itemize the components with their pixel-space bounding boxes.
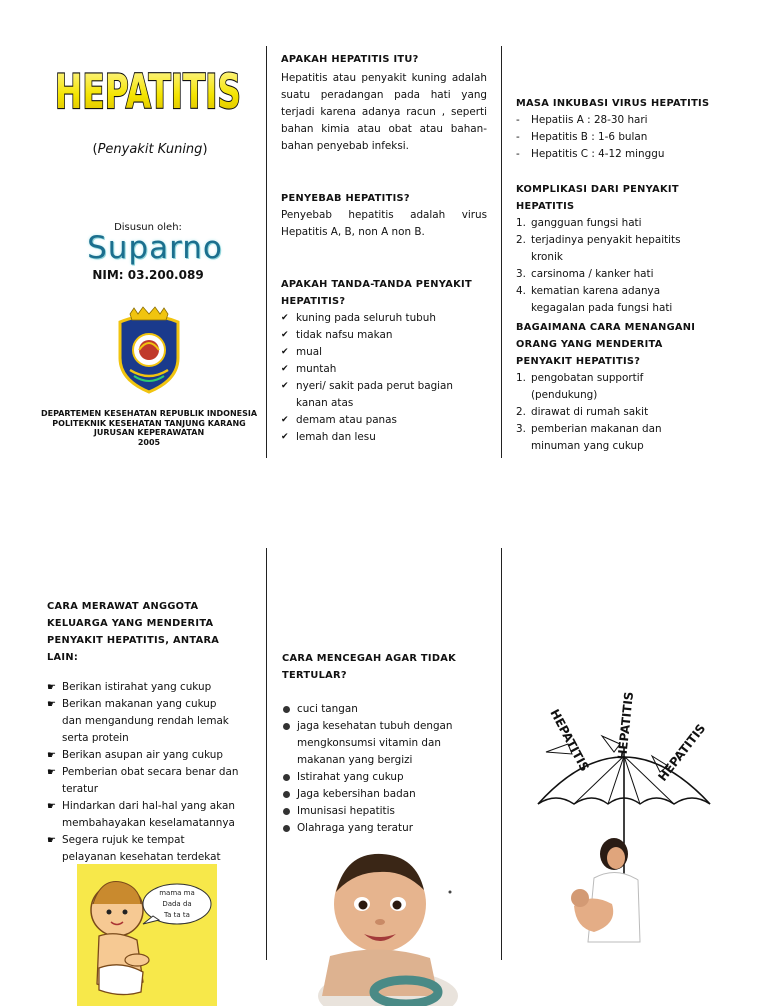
fold-line [266,46,267,458]
list-item: - Hepatitis B : 1-6 bulan [516,129,712,146]
complications-section [516,181,712,317]
list-item: ☛ Hindarkan dari hal-hal yang akan membahayakan keselamatannya [47,800,235,829]
treatment-list [516,370,712,455]
incubation-list [516,112,712,163]
list-item: ✔ nyeri/ sakit pada perut bagian kanan atas [281,380,454,409]
publication-year: 2005 [137,437,161,447]
institution-emblem [112,306,186,394]
section-heading: PENYEBAB HEPATITIS? [281,193,410,204]
svg-text:HEPATITIS: HEPATITIS [615,690,637,761]
pointing-hand-icon: ☛ [47,835,56,846]
pointing-hand-icon: ☛ [47,750,56,761]
list-item: - Hepatitis C : 4-12 minggu [516,146,712,163]
fold-line [501,548,502,960]
list-item: ☛ Segera rujuk ke tempat pelayanan kesehatan terdekat [47,834,221,863]
dash-marker: - [516,148,520,160]
umbrella-protection-illustration [528,692,718,950]
dash-marker: - [516,131,520,143]
department-line-1: DEPARTEMEN KESEHATAN REPUBLIK INDONESIA [40,409,258,418]
hepatitis-label [615,691,636,760]
list-item: ✔ mual [281,344,487,361]
author-name: Suparno [87,230,223,266]
section-heading: MASA INKUBASI VIRUS HEPATITIS [516,98,710,109]
list-item: jaga kesehatan tubuh dengan mengkonsumsi vitamin dan makanan yang bergizi [297,720,453,766]
cover-title-logo [52,50,244,120]
cover-title: HEPATITIS [55,65,241,120]
checkmark-icon: ✔ [281,381,289,391]
hepatitis-label [655,721,708,783]
checkmark-icon: ✔ [281,330,289,340]
list-item: Olahraga yang teratur [297,822,413,834]
signs-section [281,276,487,446]
department-block [40,409,258,447]
list-item: 2. dirawat di rumah sakit [516,406,649,418]
list-item: ☛ Berikan asupan air yang cukup [47,747,239,764]
family-care-section [47,598,239,866]
list-item: 3. carsinoma / kanker hati [516,268,654,280]
list-item: 1. gangguan fungsi hati [516,217,642,229]
svg-text:HEPATITIS: HEPATITIS [547,706,592,774]
incubation-section [516,95,712,163]
list-item: ☛ Berikan makanan yang cukup dan mengandung rendah lemak serta protein [47,698,229,744]
list-item: Imunisasi hepatitis [297,805,395,817]
speech-bubble-line: Ta ta ta [164,911,190,919]
section-heading: APAKAH HEPATITIS ITU? [281,54,419,65]
signs-list [281,310,487,446]
list-item: ✔ demam atau panas [281,412,487,429]
list-item: ☛ Berikan istirahat yang cukup [47,679,239,696]
pointing-hand-icon: ☛ [47,682,56,693]
list-item: ✔ tidak nafsu makan [281,327,487,344]
family-care-list [47,679,239,866]
list-item: 3. pemberian makanan dan minuman yang cukup [516,423,662,452]
section-heading: APAKAH TANDA-TANDA PENYAKIT HEPATITIS? [281,279,472,307]
complications-list [516,215,712,317]
list-item: ✔ lemah dan lesu [281,429,487,446]
student-id: NIM: 03.200.089 [92,268,204,282]
section-heading: CARA MERAWAT ANGGOTA KELUARGA YANG MENDERITA PENYAKIT HEPATITIS, ANTARA LAIN: [47,601,220,663]
prevention-list [282,701,482,837]
cover-subtitle: (Penyakit Kuning) [92,142,208,157]
fold-line [266,548,267,960]
list-item: Jaga kebersihan badan [297,788,416,800]
checkmark-icon: ✔ [281,415,289,425]
cause-section [281,190,487,241]
what-is-hepatitis-section [281,51,487,155]
speech-bubble-line: Dada da [162,900,192,908]
pointing-hand-icon: ☛ [47,699,56,710]
list-item: 4. kematian karena adanya kegagalan pada fungsi hati [516,285,673,314]
list-item: ✔ kuning pada seluruh tubuh [281,310,487,327]
prevention-section [282,650,482,837]
checkmark-icon: ✔ [281,364,289,374]
list-item: 1. pengobatan supportif (pendukung) [516,372,644,401]
compiled-by-label: Disusun oleh: [114,222,182,233]
treatment-section [516,319,712,455]
section-body: Hepatitis atau penyakit kuning adalah suatu peradangan pada hati yang terjadi karena adanya racun , seperti bahan kimia atau obat atau bahan-bahan penyebab infeksi. [281,72,487,152]
list-item: - Hepatiis A : 28-30 hari [516,112,712,129]
section-body: Penyebab hepatitis adalah virus Hepatitis A, B, non A non B. [281,209,487,238]
list-item: ☛ Pemberian obat secara benar dan teratur [47,766,239,795]
department-line-2: POLITEKNIK KESEHATAN TANJUNG KARANG [52,418,246,428]
baby-photo [308,846,468,1006]
pointing-hand-icon: ☛ [47,801,56,812]
section-heading: CARA MENCEGAH AGAR TIDAK TERTULAR? [282,653,457,681]
section-heading: KOMPLIKASI DARI PENYAKIT HEPATITIS [516,184,679,212]
speech-bubble-line: mama ma [159,889,195,897]
cartoon-baby-illustration [77,864,217,1006]
list-item: cuci tangan [297,703,358,715]
fold-line [501,46,502,458]
department-line-3: JURUSAN KEPERAWATAN [93,428,205,437]
checkmark-icon: ✔ [281,347,289,357]
section-heading: BAGAIMANA CARA MENANGANI ORANG YANG MENDERITA PENYAKIT HEPATITIS? [516,322,696,367]
pointing-hand-icon: ☛ [47,767,56,778]
list-item: ✔ muntah [281,361,487,378]
dash-marker: - [516,114,520,126]
svg-text:HEPATITIS: HEPATITIS [655,721,709,784]
checkmark-icon: ✔ [281,432,289,442]
hepatitis-label [547,707,591,774]
list-item: 2. terjadinya penyakit hepaitits kronik [516,234,681,263]
list-item: Istirahat yang cukup [297,771,404,783]
checkmark-icon: ✔ [281,313,289,323]
